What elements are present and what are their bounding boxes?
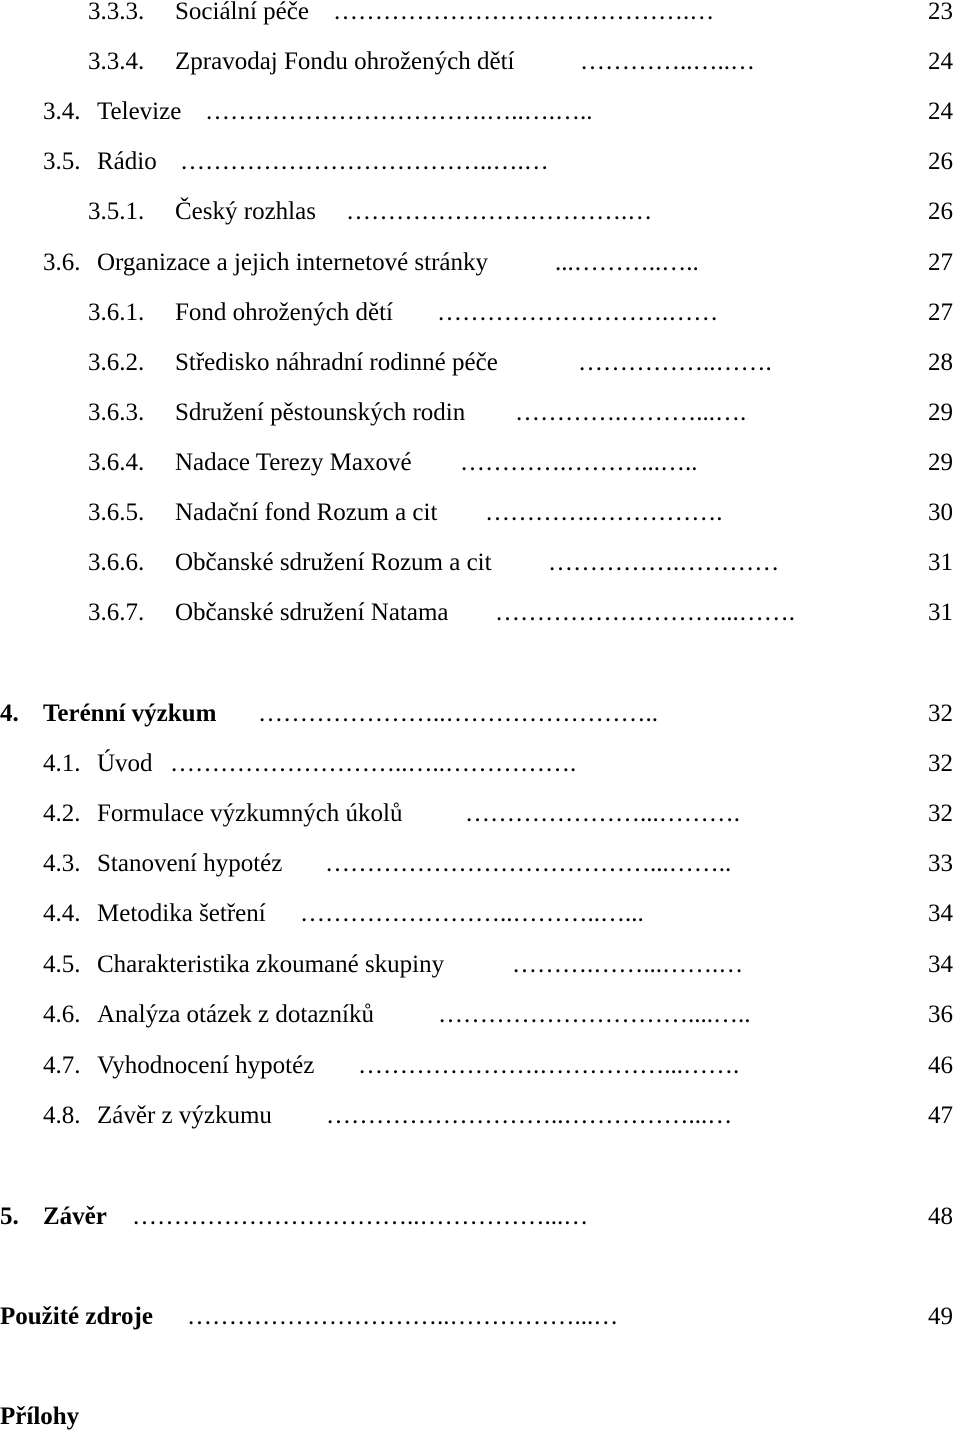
- toc-chapter-leader: …………………………..……………...…: [187, 1303, 619, 1330]
- toc-entry-page: 23: [928, 0, 953, 25]
- toc-chapter-title: Závěr: [43, 1203, 107, 1230]
- toc-entry-page: 32: [928, 800, 953, 827]
- toc-entry-page: 29: [928, 449, 953, 476]
- toc-entry-leader: ………….…………….: [485, 499, 723, 526]
- toc-entry-page: 33: [928, 850, 953, 877]
- toc-entry[interactable]: [0, 396, 960, 430]
- toc-entry-number: 3.5.: [43, 148, 81, 175]
- toc-entry[interactable]: [0, 948, 960, 982]
- toc-entry-leader: ………………………..…..…………….: [170, 750, 577, 777]
- toc-entry-title: Metodika šetření: [97, 900, 266, 927]
- toc-entry[interactable]: [0, 145, 960, 179]
- toc-entry-page: 30: [928, 499, 953, 526]
- toc-entry-page: 47: [928, 1102, 953, 1129]
- toc-entry-page: 36: [928, 1001, 953, 1028]
- toc-entry-number: 4.7.: [43, 1052, 81, 1079]
- toc-entry[interactable]: [0, 596, 960, 630]
- toc-entry[interactable]: [0, 45, 960, 79]
- toc-entry[interactable]: [0, 897, 960, 931]
- toc-entry-title: Závěr z výzkumu: [97, 1102, 272, 1129]
- toc-entry-leader: ………………………...…….: [495, 599, 795, 626]
- toc-chapter[interactable]: [0, 1400, 960, 1434]
- toc-entry-title: Televize: [97, 98, 182, 125]
- toc-entry-number: 3.6.: [43, 249, 81, 276]
- toc-entry-leader: …………………………….…..….…..: [205, 98, 593, 125]
- toc-entry-leader: ……………………….……: [437, 299, 719, 326]
- toc-entry-leader: ………………….……………...…….: [358, 1052, 740, 1079]
- toc-entry[interactable]: [0, 446, 960, 480]
- toc-entry-page: 26: [928, 198, 953, 225]
- toc-entry-leader: …………………………….…: [346, 198, 653, 225]
- toc-entry-number: 4.4.: [43, 900, 81, 927]
- toc-entry-leader: ……………………..………..…...: [300, 900, 644, 927]
- toc-entry-number: 3.6.3.: [88, 399, 145, 426]
- toc-entry-title: Občanské sdružení Natama: [175, 599, 449, 626]
- toc-entry-title: Formulace výzkumných úkolů: [97, 800, 403, 827]
- toc-entry-title: Úvod: [97, 750, 153, 777]
- toc-entry-title: Sdružení pěstounských rodin: [175, 399, 466, 426]
- toc-entry-number: 3.6.7.: [88, 599, 145, 626]
- toc-entry-page: 28: [928, 349, 953, 376]
- toc-entry-title: Středisko náhradní rodinné péče: [175, 349, 498, 376]
- toc-entry[interactable]: [0, 0, 960, 29]
- toc-entry-number: 3.6.4.: [88, 449, 145, 476]
- toc-entry[interactable]: [0, 1049, 960, 1083]
- toc-entry-leader: ………….………...….: [515, 399, 747, 426]
- toc-entry[interactable]: [0, 246, 960, 280]
- toc-entry-page: 34: [928, 951, 953, 978]
- toc-entry[interactable]: [0, 95, 960, 129]
- toc-entry-leader: …………………………………...……..: [325, 850, 732, 877]
- toc-entry-number: 4.3.: [43, 850, 81, 877]
- toc-entry-page: 29: [928, 399, 953, 426]
- toc-entry-page: 31: [928, 599, 953, 626]
- toc-entry-title: Charakteristika zkoumané skupiny: [97, 951, 445, 978]
- toc-chapter[interactable]: [0, 1300, 960, 1334]
- toc-entry-leader: ...………..…..: [555, 249, 699, 276]
- toc-chapter-page: 48: [928, 1203, 953, 1230]
- toc-entry-number: 4.5.: [43, 951, 81, 978]
- toc-entry-leader: ………………………..……………...…: [326, 1102, 733, 1129]
- toc-entry-title: Fond ohrožených dětí: [175, 299, 394, 326]
- toc-entry-leader: ………….………...…..: [460, 449, 698, 476]
- toc-entry[interactable]: [0, 797, 960, 831]
- toc-entry-number: 4.6.: [43, 1001, 81, 1028]
- toc-entry-title: Občanské sdružení Rozum a cit: [175, 549, 492, 576]
- toc-entry[interactable]: [0, 747, 960, 781]
- toc-entry-leader: ……….……...…….…: [512, 951, 744, 978]
- toc-entry-page: 27: [928, 249, 953, 276]
- toc-chapter-title: Použité zdroje: [0, 1303, 153, 1330]
- toc-entry-page: 34: [928, 900, 953, 927]
- toc-entry[interactable]: [0, 1099, 960, 1133]
- toc-chapter-title: Terénní výzkum: [43, 700, 217, 727]
- toc-entry-page: 46: [928, 1052, 953, 1079]
- toc-entry[interactable]: [0, 847, 960, 881]
- toc-entry[interactable]: [0, 546, 960, 580]
- toc-entry-title: Nadace Terezy Maxové: [175, 449, 412, 476]
- toc-entry[interactable]: [0, 496, 960, 530]
- toc-entry-page: 24: [928, 48, 953, 75]
- toc-entry-number: 4.1.: [43, 750, 81, 777]
- toc-entry-leader: …………….…………: [548, 549, 780, 576]
- toc-chapter-page: 49: [928, 1303, 953, 1330]
- toc-entry-number: 3.6.1.: [88, 299, 145, 326]
- toc-entry[interactable]: [0, 346, 960, 380]
- toc-entry-number: 3.5.1.: [88, 198, 145, 225]
- toc-entry[interactable]: [0, 296, 960, 330]
- toc-chapter[interactable]: [0, 697, 960, 731]
- toc-entry-leader: ………………………………..….…: [180, 148, 549, 175]
- toc-entry-title: Vyhodnocení hypotéz: [97, 1052, 315, 1079]
- toc-chapter-leader: …………………..……………………..: [258, 700, 658, 727]
- toc-entry-page: 27: [928, 299, 953, 326]
- toc-entry-leader: …………………...……….: [465, 800, 740, 827]
- toc-entry-leader: ……………..…….: [578, 349, 772, 376]
- toc-entry-page: 31: [928, 549, 953, 576]
- toc-entry-number: 3.6.6.: [88, 549, 145, 576]
- toc-entry-number: 3.3.3.: [88, 0, 145, 25]
- toc-entry-leader: …………………………....…..: [438, 1001, 751, 1028]
- toc-chapter-page: 32: [928, 700, 953, 727]
- toc-chapter-leader: ……………………………..……………...…: [132, 1203, 589, 1230]
- toc-entry-leader: …………………………………….…: [333, 0, 715, 25]
- toc-chapter-number: 5.: [0, 1203, 19, 1230]
- toc-entry-title: Stanovení hypotéz: [97, 850, 283, 877]
- toc-entry-title: Český rozhlas: [175, 198, 316, 225]
- toc-entry-page: 24: [928, 98, 953, 125]
- toc-chapter-number: 4.: [0, 700, 19, 727]
- toc-entry-title: Rádio: [97, 148, 157, 175]
- toc-entry-title: Sociální péče: [175, 0, 309, 25]
- toc-entry-title: Zpravodaj Fondu ohrožených dětí: [175, 48, 515, 75]
- toc-entry-title: Organizace a jejich internetové stránky: [97, 249, 489, 276]
- toc-entry-number: 3.6.2.: [88, 349, 145, 376]
- toc-entry-number: 3.3.4.: [88, 48, 145, 75]
- toc-entry-title: Analýza otázek z dotazníků: [97, 1001, 374, 1028]
- toc-entry-title: Nadační fond Rozum a cit: [175, 499, 438, 526]
- toc-entry-page: 32: [928, 750, 953, 777]
- toc-chapter-title: Přílohy: [0, 1403, 80, 1430]
- toc-entry-number: 4.2.: [43, 800, 81, 827]
- toc-entry-page: 26: [928, 148, 953, 175]
- toc-entry-number: 3.6.5.: [88, 499, 145, 526]
- toc-entry-number: 3.4.: [43, 98, 81, 125]
- toc-entry[interactable]: [0, 195, 960, 229]
- toc-entry-leader: …………..…..…: [580, 48, 755, 75]
- toc-chapter[interactable]: [0, 1200, 960, 1234]
- toc-entry[interactable]: [0, 998, 960, 1032]
- toc-entry-number: 4.8.: [43, 1102, 81, 1129]
